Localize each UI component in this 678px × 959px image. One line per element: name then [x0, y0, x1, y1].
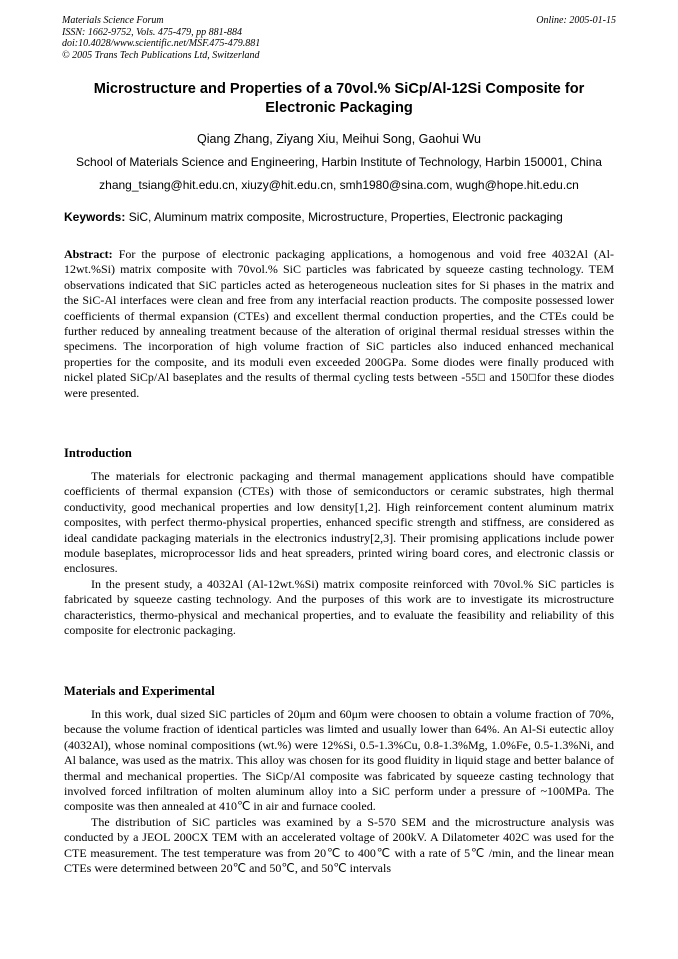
journal-header — [62, 15, 616, 61]
introduction-body — [64, 469, 614, 638]
emails: zhang_tsiang@hit.edu.cn, xiuzy@hit.edu.cn, smh1980@sina.com, wugh@hope.hit.edu.cn — [99, 178, 579, 192]
authors: Qiang Zhang, Ziyang Xiu, Meihui Song, Gaohui Wu — [197, 132, 481, 146]
materials-heading: Materials and Experimental — [64, 684, 215, 698]
abstract — [64, 247, 614, 401]
issn-line: ISSN: 1662-9752, Vols. 475-479, pp 881-884 — [62, 26, 242, 38]
materials-paragraph-2: The distribution of SiC particles was examined by a S-570 SEM and the microstructure analysis was conducted by a JEOL 200CX TEM with an accelerated voltage of 200kV. A Dilatometer 402C was used for the CTE measurement. The test temperature was from 20℃ to 400℃ with a rate of 5℃ /min, and the linear mean CTEs were determined between 20℃ and 50℃, and 50℃ intervals — [64, 814, 614, 876]
materials-paragraph-1: In this work, dual sized SiC particles of 20μm and 60μm were choosen to obtain a volume fraction of 70%, because the volume fraction of identical particles was limted and usually lower than 64%. An Al-Si eutectic alloy (4032Al), whose nominal compositions (wt.%) were 12%Si, 0.5-1.3%Cu, 0.8-1.3%Mg, 1.0%Fe, 0.5-1.3%Ni, and Al balance, was used as the matrix. This alloy was chosen for its good fluidity in liquid stage and better balance of thermal and mechanical properties. The SiCp/Al composite was fabricated by squeeze casting technology that involved forced infiltration of molten aluminum alloy into a SiC perform under a pressure of ~100MPa. The composite was then annealed at 410℃ in air and furnace cooled. — [64, 707, 614, 814]
journal-name: Materials Science Forum — [62, 15, 164, 26]
copyright-line: © 2005 Trans Tech Publications Ltd, Switzerland — [62, 49, 260, 61]
introduction-paragraph-1: The materials for electronic packaging and thermal management applications should have compatible coefficients of thermal expansion (CTEs) with those of semiconductors or ceramic substrates, high thermal conductivity, good mechanical properties and low density[1,2]. High reinforcement content aluminum matrix composites, with perfect thermo-physical properties, enhanced specific strength and stiffness, are considered as ideal candidate packaging materials in the electronics industry[2,3]. Their promising applications include power module baseplates, microprocessor lids and heat spreaders, printed wiring board cores, and electronic classis or enclosures. — [64, 469, 614, 576]
paper-title: Microstructure and Properties of a 70vol.% SiCp/Al-12Si Composite for Electronic Packaging — [93, 81, 585, 116]
online-date: Online: 2005-01-15 — [536, 15, 616, 26]
abstract-label: Abstract: — [64, 247, 113, 261]
introduction-paragraph-2: In the present study, a 4032Al (Al-12wt.%Si) matrix composite reinforced with 70vol.% SiC particles is fabricated by squeeze casting technology. And the purposes of this work are to investigate its microstructure characteristics, thermo-physical and mechanical properties, and to evaluate the feasibility and reliability of this composite for electronic packaging. — [64, 576, 614, 638]
abstract-text: For the purpose of electronic packaging applications, a homogenous and void free 4032Al (Al-12wt.%Si) matrix composite with 70vol.% SiC particles was fabricated by squeeze casting technology. TEM observations indicated that SiC particles acted as heterogeneous nucleation sites for Si phases in the matrix and the SiC-Al interfaces were clean and free from any interfacial reaction products. The composite possessed lower coefficients of thermal expansion (CTEs) and excellent thermal conduction properties, and the CTEs could be further reduced by annealing treatment because of the alteration of original thermal residual stresses within the specimens. The incorporation of high volume fraction of SiC particles also induced enhanced mechanical properties for the composite, and its moduli even exceeded 200GPa. Some diodes were finally produced with nickel plated SiCp/Al baseplates and the results of thermal cycling tests between -55□ and 150□for these diodes were presented. — [64, 247, 614, 400]
materials-body — [64, 707, 614, 876]
doi-line: doi:10.4028/www.scientific.net/MSF.475-479.881 — [62, 38, 261, 49]
keywords-label: Keywords: — [64, 210, 126, 224]
affiliation: School of Materials Science and Engineering, Harbin Institute of Technology, Harbin 150001, China — [76, 155, 602, 169]
keywords-text: SiC, Aluminum matrix composite, Microstructure, Properties, Electronic packaging — [125, 210, 563, 224]
keywords — [64, 210, 614, 224]
introduction-heading: Introduction — [64, 446, 132, 460]
